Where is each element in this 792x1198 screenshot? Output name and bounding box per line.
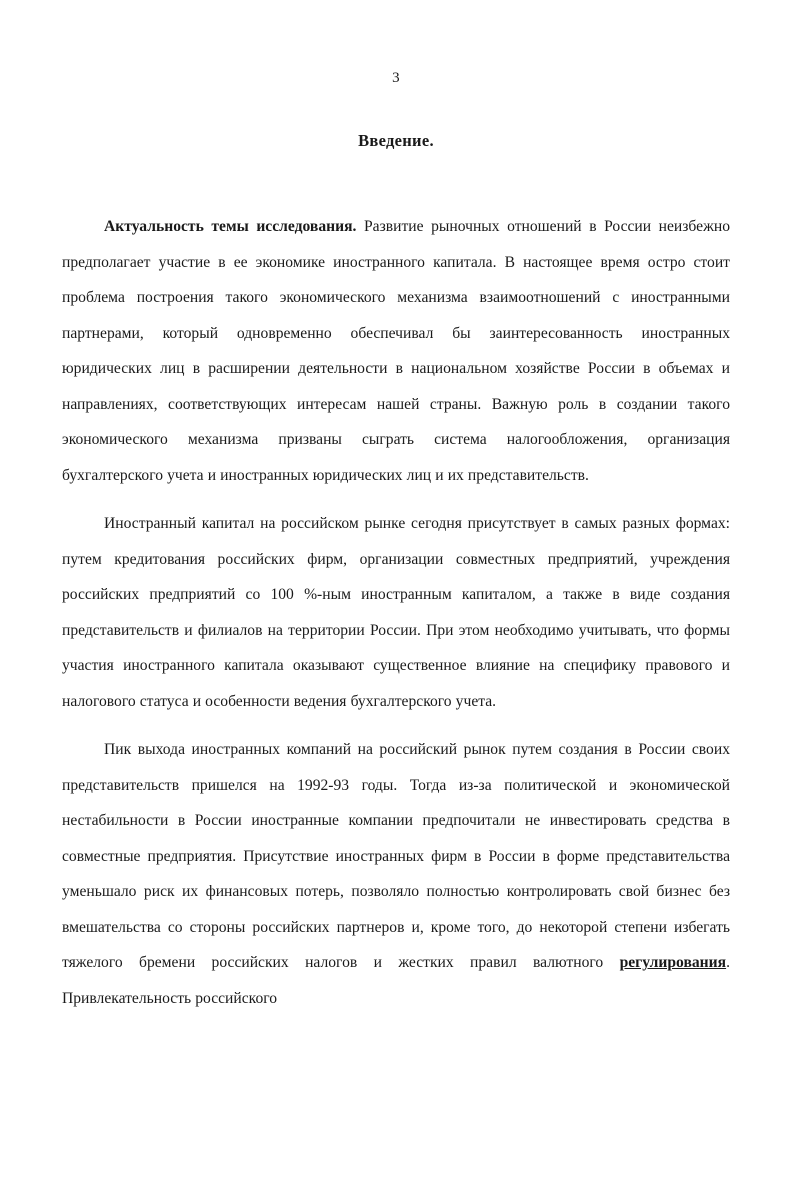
- paragraph-3: [62, 732, 730, 1016]
- paragraph-2-body: Иностранный капитал на российском рынке сегодня присутствует в самых разных формах: путем кредитования российских фирм, организации совместных предприятий, учреждения российских предприятий со 100 %-ным иностранным капиталом, а также в виде создания представительств и филиалов на территории России. При этом необходимо учитывать, что формы участия иностранного капитала оказывают существенное влияние на специфику правового и налогового статуса и особенности ведения бухгалтерского учета.: [62, 515, 730, 710]
- page-number: 3: [392, 70, 400, 86]
- paragraph-3-emphasis: регулирования: [619, 954, 727, 971]
- paragraph-1: [62, 209, 730, 493]
- paragraph-3-body: Пик выхода иностранных компаний на российский рынок путем создания в России своих представительств пришелся на 1992-93 годы. Тогда из-за политической и экономической нестабильности в России иностранные компании предпочитали не инвестировать средства в совместные предприятия. Присутствие иностранных фирм в России в форме представительства уменьшало риск их финансовых потерь, позволяло полностью контролировать свой бизнес без вмешательства со стороны российских партнеров и, кроме того, до некоторой степени избегать тяжелого бремени российских налогов и жестких правил валютного: [62, 741, 730, 971]
- paragraph-1-lead: Актуальность темы исследования.: [104, 218, 357, 235]
- page-title: Введение.: [358, 131, 434, 150]
- paragraph-1-body: Развитие рыночных отношений в России неизбежно предполагает участие в ее экономике иностранного капитала. В настоящее время остро стоит проблема построения такого экономического механизма взаимоотношений с иностранными партнерами, который одновременно обеспечивал бы заинтересованность иностранных юридических лиц в расширении деятельности в национальном хозяйстве России в объемах и направлениях, соответствующих интересам нашей страны. Важную роль в создании такого экономического механизма призваны сыграть система налогообложения, организация бухгалтерского учета и иностранных юридических лиц и их представительств.: [62, 218, 731, 484]
- paragraph-2: [62, 506, 730, 719]
- paragraph-3-tail: . Привлекательность российского: [62, 954, 730, 1007]
